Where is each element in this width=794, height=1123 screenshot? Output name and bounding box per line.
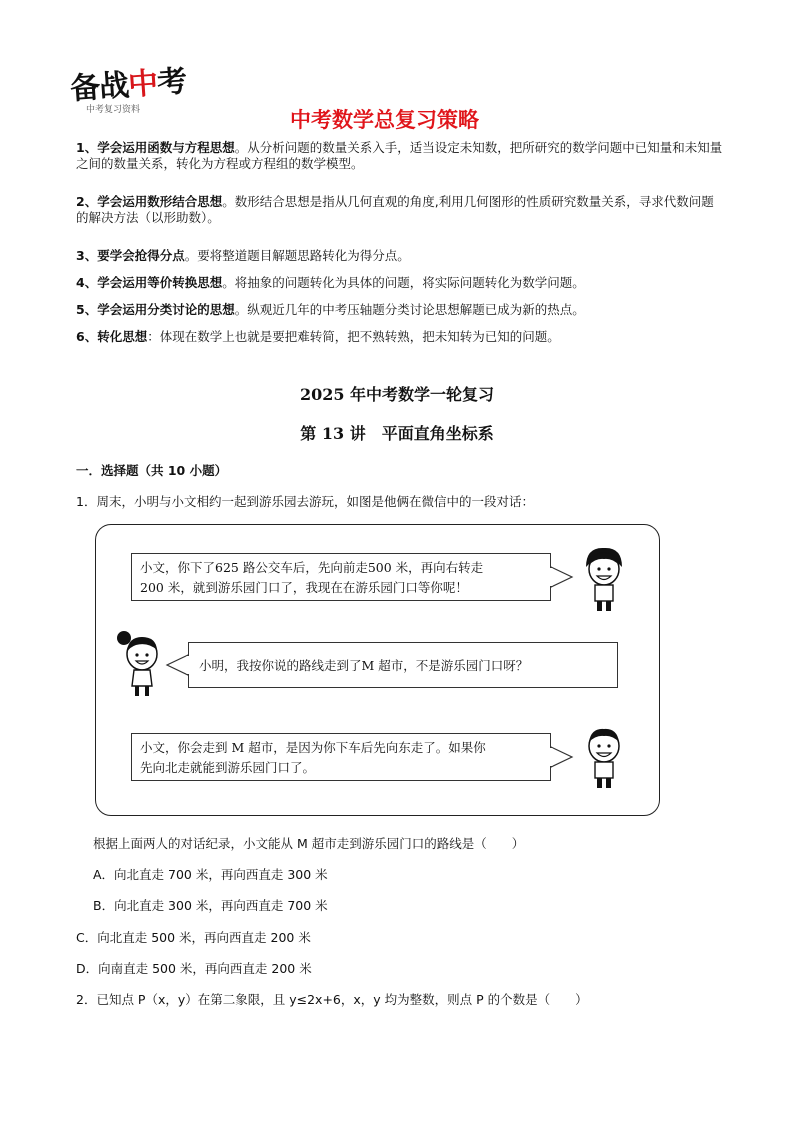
- logo-part3: 考: [155, 63, 188, 101]
- logo-part2: 中: [127, 66, 159, 103]
- chat-bubble-1: [131, 553, 551, 601]
- question-2-stem: 2．已知点 P（x，y）在第二象限，且 y≤2x+6，x，y 均为整数，则点 P 的个数是（ ）: [76, 992, 588, 1007]
- strategy-3: [76, 248, 726, 264]
- logo-subtitle: 中考复习资料: [86, 105, 141, 115]
- strategy-4-lead: 学会运用等价转换思想: [97, 275, 223, 290]
- chat-bubble-3-line2: 先向北走就能到游乐园门口了。: [140, 760, 316, 775]
- strategy-1-lead: 学会运用函数与方程思想: [97, 140, 235, 155]
- strategy-4: [76, 275, 726, 291]
- strategy-5-lead: 学会运用分类讨论的思想: [97, 302, 235, 317]
- bubble-3-tail: [548, 745, 574, 769]
- boy-xiaoming-2-icon: [578, 722, 630, 792]
- heading-lesson: 第 13 讲 平面直角坐标系: [300, 424, 494, 443]
- strategy-5: [76, 302, 726, 318]
- bubble-2-tail: [165, 653, 191, 677]
- strategy-1: [76, 140, 726, 172]
- chat-bubble-3-line1: 小文，你会走到 M 超市，是因为你下车后先向东走了。如果你: [140, 740, 486, 755]
- strategy-4-text: 。将抽象的问题转化为具体的问题，将实际问题转化为数学问题。: [222, 275, 585, 290]
- question-1-stem: 1．周末，小明与小文相约一起到游乐园去游玩，如图是他俩在微信中的一段对话：: [76, 494, 534, 509]
- strategy-6: [76, 329, 726, 345]
- boy-xiaoming-icon: [578, 545, 630, 615]
- strategy-2-text: 。数形结合思想是指从几何直观的角度,利用几何图形的性质研究数量关系，寻求代数问题的解决方法（以形助数）。: [76, 194, 714, 225]
- girl-xiaowen-icon: [116, 628, 166, 698]
- logo-part1: 备战: [69, 68, 130, 107]
- chat-bubble-2: 小明，我按你说的路线走到了M 超市，不是游乐园门口呀？: [188, 642, 618, 688]
- strategy-6-num: 6、: [76, 329, 98, 344]
- bubble-1-tail: [548, 565, 574, 589]
- strategy-1-num: 1、: [76, 140, 98, 155]
- section-title: 一．选择题（共 10 小题）: [76, 463, 228, 478]
- question-1-prompt: 根据上面两人的对话纪录，小文能从 M 超市走到游乐园门口的路线是（ ）: [93, 836, 525, 851]
- strategy-1-text: 。从分析问题的数量关系入手，适当设定未知数，把所研究的数学问题中已知量和未知量之间的数量关系，转化为方程或方程组的数学模型。: [76, 140, 723, 171]
- logo-text: [69, 56, 188, 108]
- option-c: C．向北直走 500 米，再向西直走 200 米: [76, 930, 311, 945]
- option-b: B．向北直走 300 米，再向西直走 700 米: [93, 898, 328, 913]
- strategy-6-lead: 转化思想: [97, 329, 148, 344]
- strategy-3-lead: 要学会抢得分点: [97, 248, 185, 263]
- strategy-3-text: 。要将整道题目解题思路转化为得分点。: [184, 248, 410, 263]
- option-d: D．向南直走 500 米，再向西直走 200 米: [76, 961, 312, 976]
- strategy-5-text: 。纵观近几年的中考压轴题分类讨论思想解题已成为新的热点。: [234, 302, 585, 317]
- heading-review: 2025 年中考数学一轮复习: [299, 385, 495, 404]
- logo: [62, 60, 242, 128]
- main-title: 中考数学总复习策略: [290, 108, 479, 132]
- strategy-4-num: 4、: [76, 275, 98, 290]
- strategy-3-num: 3、: [76, 248, 98, 263]
- chat-bubble-3: [131, 733, 551, 781]
- strategy-2: [76, 194, 726, 226]
- strategy-5-num: 5、: [76, 302, 98, 317]
- strategy-2-num: 2、: [76, 194, 98, 209]
- strategy-2-lead: 学会运用数形结合思想: [97, 194, 223, 209]
- chat-bubble-1-line1: 小文，你下了625 路公交车后，先向前走500 米，再向右转走: [140, 560, 484, 575]
- strategy-6-text: ：体现在数学上也就是要把难转简，把不熟转熟，把未知转为已知的问题。: [147, 329, 560, 344]
- chat-bubble-1-line2: 200 米，就到游乐园门口了，我现在在游乐园门口等你呢！: [140, 580, 468, 595]
- option-a: A．向北直走 700 米，再向西直走 300 米: [93, 867, 328, 882]
